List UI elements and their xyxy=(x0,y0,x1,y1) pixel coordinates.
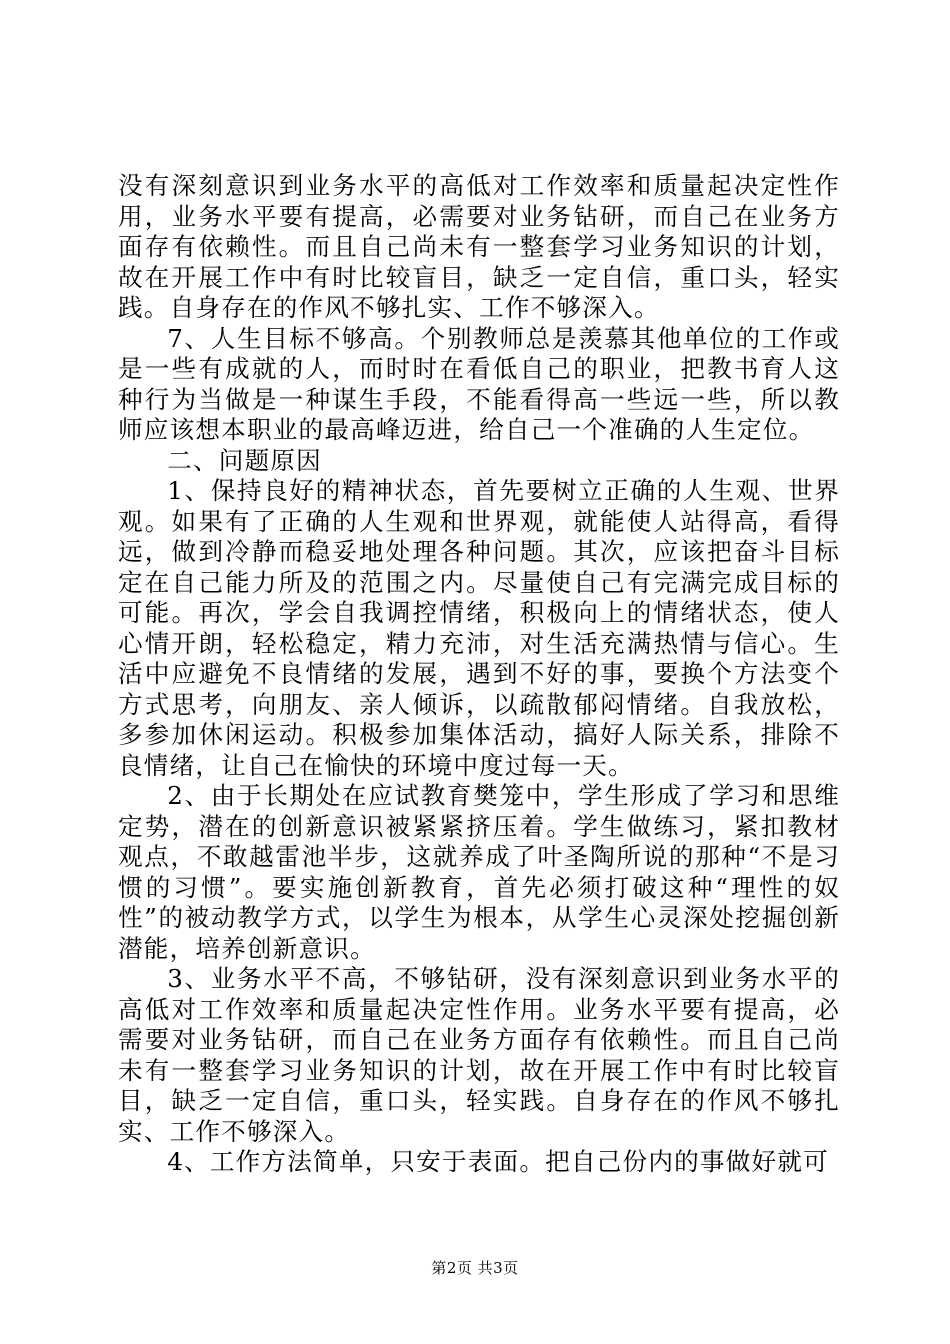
paragraph-continuation: 没有深刻意识到业务水平的高低对工作效率和质量起决定性作用，业务水平要有提高，必需要对业务钻研，而自己在业务方面存有依赖性。而且自己尚未有一整套学习业务知识的计划，故在开展工作中有时比较盲目，缺乏一定自信，重口头，轻实践。自身存在的作风不够扎实、工作不够深入。 xyxy=(118,171,840,322)
paragraph-cause-3: 3、业务水平不高，不够钻研，没有深刻意识到业务水平的高低对工作效率和质量起决定性作用。业务水平要有提高，必需要对业务钻研，而自己在业务方面存有依赖性。而且自己尚未有一整套学习业务知识的计划，故在开展工作中有时比较盲目，缺乏一定自信，重口头，轻实践。自身存在的作风不够扎实、工作不够深入。 xyxy=(118,964,840,1146)
section-heading-problem-causes: 二、问题原因 xyxy=(167,445,322,475)
document-body xyxy=(118,171,840,1178)
page-number-footer: 第2页 共3页 xyxy=(431,1259,519,1277)
paragraph-cause-2: 2、由于长期处在应试教育樊笼中，学生形成了学习和思维定势，潜在的创新意识被紧紧挤压着。学生做练习，紧扣教材观点，不敢越雷池半步，这就养成了叶圣陶所说的那种“不是习惯的习惯”。要实施创新教育，首先必须打破这种“理性的奴性”的被动教学方式，以学生为根本，从学生心灵深处挖掘创新潜能，培养创新意识。 xyxy=(118,781,840,963)
paragraph-item-7: 7、人生目标不够高。个别教师总是羡慕其他单位的工作或是一些有成就的人，而时时在看低自己的职业，把教书育人这种行为当做是一种谋生手段，不能看得高一些远一些，所以教师应该想本职业的最高峰迈进，给自己一个准确的人生定位。 xyxy=(118,323,840,444)
paragraph-cause-4: 4、工作方法简单，只安于表面。把自己份内的事做好就可 xyxy=(167,1147,829,1176)
paragraph-cause-1: 1、保持良好的精神状态，首先要树立正确的人生观、世界观。如果有了正确的人生观和世界观，就能使人站得高，看得远，做到冷静而稳妥地处理各种问题。其次，应该把奋斗目标定在自己能力所及的范围之内。尽量使自己有完满完成目标的可能。再次，学会自我调控情绪，积极向上的情绪状态，使人心情开朗，轻松稳定，精力充沛，对生活充满热情与信心。生活中应避免不良情绪的发展，遇到不好的事，要换个方法变个方式思考，向朋友、亲人倾诉，以疏散郁闷情绪。自我放松，多参加休闲运动。积极参加集体活动，搞好人际关系，排除不良情绪，让自己在愉快的环境中度过每一天。 xyxy=(118,476,840,780)
